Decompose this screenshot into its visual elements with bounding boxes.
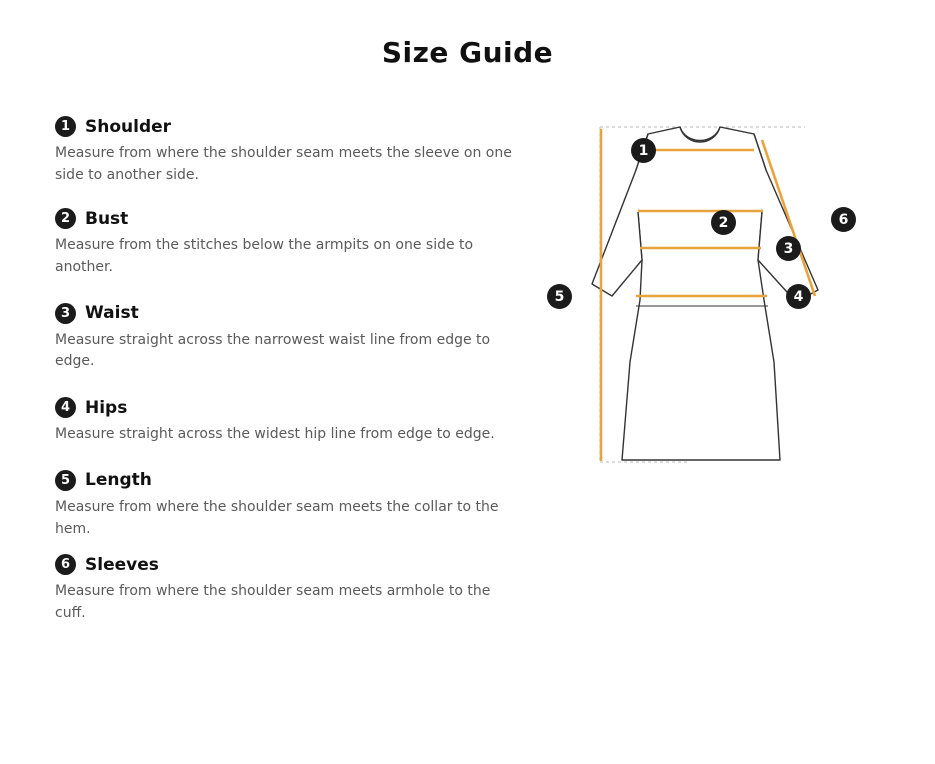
measurement-description: Measure from the stitches below the armpits on one side to another. xyxy=(55,237,474,276)
measurement-label: Shoulder xyxy=(85,116,172,137)
measurement-heading xyxy=(55,303,535,324)
measurement-label: Sleeves xyxy=(85,554,159,575)
measurement-description: Measure from where the shoulder seam meets the sleeve on one side to another side. xyxy=(55,145,512,183)
measurement-heading xyxy=(55,397,535,418)
measurement-list xyxy=(55,116,535,625)
measurement-description: Measure straight across the widest hip line from edge to edge. xyxy=(55,426,495,443)
number-badge-3: 3 xyxy=(55,303,76,324)
measurement-heading xyxy=(55,554,535,575)
measurement-label: Hips xyxy=(85,397,128,418)
measurement-heading xyxy=(55,470,535,491)
measurement-label: Bust xyxy=(85,208,129,229)
measurement-description: Measure straight across the narrowest waist line from edge to edge. xyxy=(55,331,491,370)
number-badge-6: 6 xyxy=(55,554,76,575)
measurement-item-sleeves xyxy=(55,554,535,624)
number-badge-5: 5 xyxy=(55,470,76,491)
measurement-item-bust xyxy=(55,208,535,278)
measurement-item-length xyxy=(55,470,535,540)
measurement-item-shoulder xyxy=(55,116,535,186)
diagram-marker-waist: 3 xyxy=(776,236,801,261)
number-badge-1: 1 xyxy=(55,116,76,137)
measurement-item-waist xyxy=(55,303,535,373)
measurement-heading xyxy=(55,208,535,229)
diagram-marker-shoulder: 1 xyxy=(631,138,656,163)
dress-illustration xyxy=(530,100,920,500)
number-badge-4: 4 xyxy=(55,397,76,418)
number-badge-2: 2 xyxy=(55,208,76,229)
dress-measurement-diagram xyxy=(530,100,920,500)
diagram-marker-sleeves: 6 xyxy=(831,207,856,232)
dress-outline xyxy=(592,127,818,460)
measurement-description: Measure from where the shoulder seam meets the collar to the hem. xyxy=(55,498,499,537)
measurement-label: Waist xyxy=(85,303,139,324)
diagram-marker-length: 5 xyxy=(547,284,572,309)
diagram-marker-bust: 2 xyxy=(711,210,736,235)
diagram-marker-hips: 4 xyxy=(786,284,811,309)
measurement-label: Length xyxy=(85,470,152,491)
measurement-description: Measure from where the shoulder seam meets armhole to the cuff. xyxy=(55,583,491,621)
page-title: Size Guide xyxy=(381,36,554,69)
measurement-item-hips xyxy=(55,397,535,446)
measurement-heading xyxy=(55,116,535,137)
